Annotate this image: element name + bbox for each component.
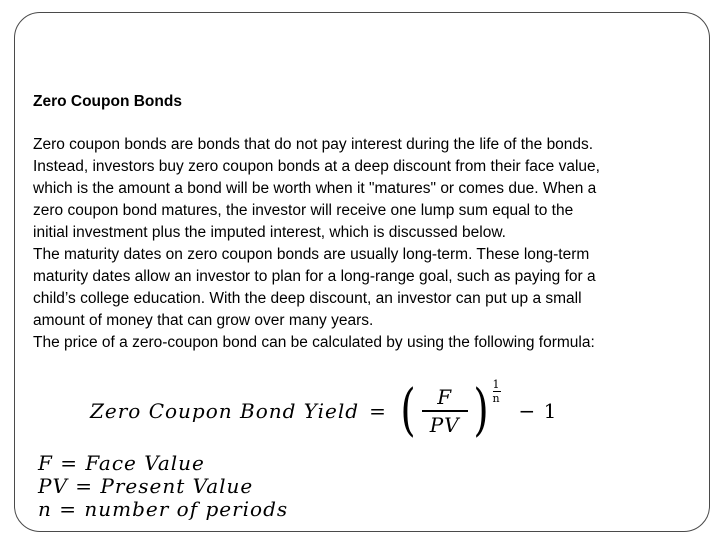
definition-symbol: n [38,497,52,521]
definition-meaning: number of periods [84,497,289,521]
formula-lhs: Zero Coupon Bond Yield [90,399,360,423]
formula-open-paren: ( [400,378,417,443]
paragraph-line: maturity dates allow an investor to plan for a long-range goal, such as paying for a [33,268,596,285]
paragraph-line: child’s college education. With the deep discount, an investor can put up a small [33,290,582,307]
paragraph-line: The price of a zero-coupon bond can be calculated by using the following formula: [33,334,595,351]
definition-equals: = [51,497,85,521]
paragraph-line: initial investment plus the imputed interest, which is discussed below. [33,224,506,241]
exponent-denominator: n [492,392,501,405]
paragraph-line: The maturity dates on zero coupon bonds are usually long-term. These long-term [33,246,590,263]
formula-denominator: PV [429,412,460,437]
definition-equals: = [52,451,86,475]
definition-meaning: Present Value [100,474,254,498]
formula-minus-one: − 1 [518,399,558,423]
paragraph-line: zero coupon bond matures, the investor will receive one lump sum equal to the [33,202,574,219]
definition-symbol: PV [38,474,68,498]
definition-row [38,475,288,498]
formula-equals: = [369,399,387,423]
definition-equals: = [67,474,101,498]
formula-close-paren: ) [473,378,490,443]
exponent-numerator: 1 [492,378,501,391]
variable-definitions [38,452,288,521]
slide-title: Zero Coupon Bonds [33,93,182,110]
definition-meaning: Face Value [85,451,205,475]
paragraph-line: amount of money that can grow over many years. [33,312,374,329]
definition-symbol: F [38,451,53,475]
definition-row [38,498,288,521]
paragraph-line: which is the amount a bond will be worth when it "matures" or comes due. When a [33,180,597,197]
formula-fraction [422,384,468,438]
formula-numerator: F [437,385,453,410]
yield-formula [90,376,557,446]
paragraph-line: Instead, investors buy zero coupon bonds at a deep discount from their face value, [33,158,600,175]
paragraph-line: Zero coupon bonds are bonds that do not pay interest during the life of the bonds. [33,136,594,153]
definition-row [38,452,288,475]
body-paragraph [33,134,713,354]
formula-exponent [492,378,500,405]
